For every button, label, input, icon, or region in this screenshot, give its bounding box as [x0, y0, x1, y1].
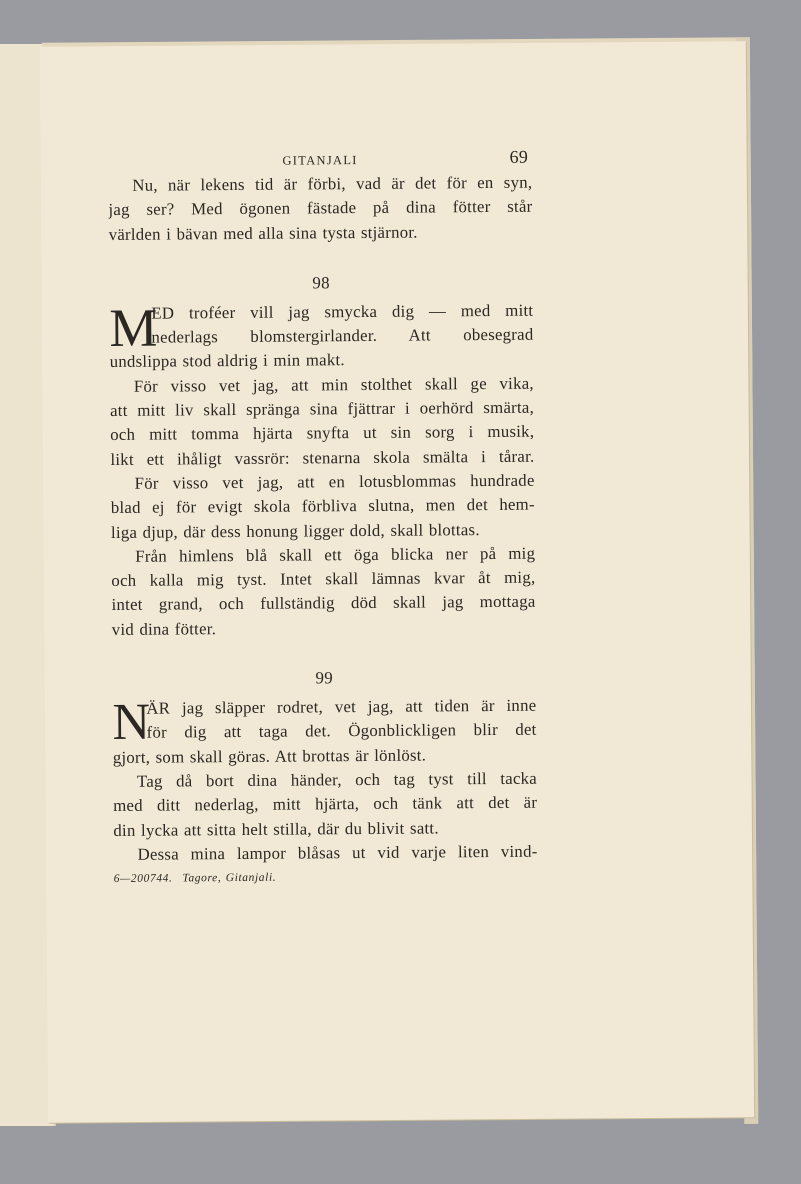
- running-title: GITANJALI: [282, 153, 358, 168]
- text-line: vid dina fötter.: [111, 618, 217, 639]
- text-line: likt ett ihåligt vassrör: stenarna skola smälta i tårar.: [110, 446, 535, 469]
- printer-signature: [114, 864, 538, 891]
- text-line: Nu, när lekens tid är förbi, vad är det för en syn,: [132, 172, 533, 195]
- page-number: 69: [509, 146, 529, 167]
- text-line: intet grand, och fullständig död skall jag mottaga: [111, 592, 536, 615]
- text-line: och mitt tomma hjärta snyfta ut sin sorg i musik,: [110, 422, 535, 445]
- text-line: Dessa mina lampor blåsas ut vid varje liten vind-: [137, 841, 538, 864]
- text-line: din lycka att sitta helt stilla, där du blivit satt.: [113, 817, 439, 840]
- text-line: världen i bävan med alla sina tysta stjärnor.: [108, 222, 418, 244]
- text-line: för dig att taga det. Ögonblickligen blir det: [146, 719, 537, 743]
- poem-99: [112, 694, 537, 867]
- text-line: ED troféer vill jag smycka dig — med mitt: [151, 300, 534, 323]
- text-line: gjort, som skall göras. Att brottas är lönlöst.: [112, 745, 427, 767]
- drop-cap: N: [112, 693, 151, 752]
- text-line: att mitt liv skall spränga sina fjättrar i oerhörd smärta,: [109, 397, 535, 421]
- text-line: För visso vet jag, att en lotusblommas hundrade: [134, 470, 535, 493]
- text-line: och kalla mig tyst. Intet skall lämnas kvar åt mig,: [111, 567, 536, 591]
- text-line: med ditt nederlag, mitt hjärta, och tänk att det är: [113, 792, 538, 816]
- text-line: Tag då bort dina händer, och tag tyst till tacka: [136, 768, 538, 791]
- continuation-paragraph: [108, 171, 533, 247]
- poem-number: 99: [315, 668, 333, 688]
- text-line: liga djup, där dess honung ligger dold, skall blottas.: [110, 519, 480, 542]
- text-line: nederlags blomstergirlander. Att obesegrad: [151, 324, 534, 347]
- text-line: ÄR jag släpper rodret, vet jag, att tiden är inne: [146, 695, 537, 718]
- poem-98: [109, 299, 536, 642]
- poem-number: 98: [312, 273, 330, 293]
- sheet-signature: 6—200744.: [113, 872, 173, 886]
- work-signature: Tagore, Gitanjali.: [182, 871, 277, 885]
- page-header: [108, 147, 532, 174]
- text-line: undslippa stod aldrig i min makt.: [109, 350, 345, 372]
- text-line: blad ej för evigt skola förbliva slutna, men det hem-: [110, 494, 535, 518]
- page-text: [108, 147, 538, 891]
- drop-cap: M: [109, 297, 158, 358]
- text-line: För visso vet jag, att min stolthet skall ge vika,: [133, 373, 534, 396]
- text-line: Från himlens blå skall ett öga blicka ner på mig: [135, 543, 536, 566]
- text-line: jag ser? Med ögonen fästade på dina fötter står: [108, 196, 533, 220]
